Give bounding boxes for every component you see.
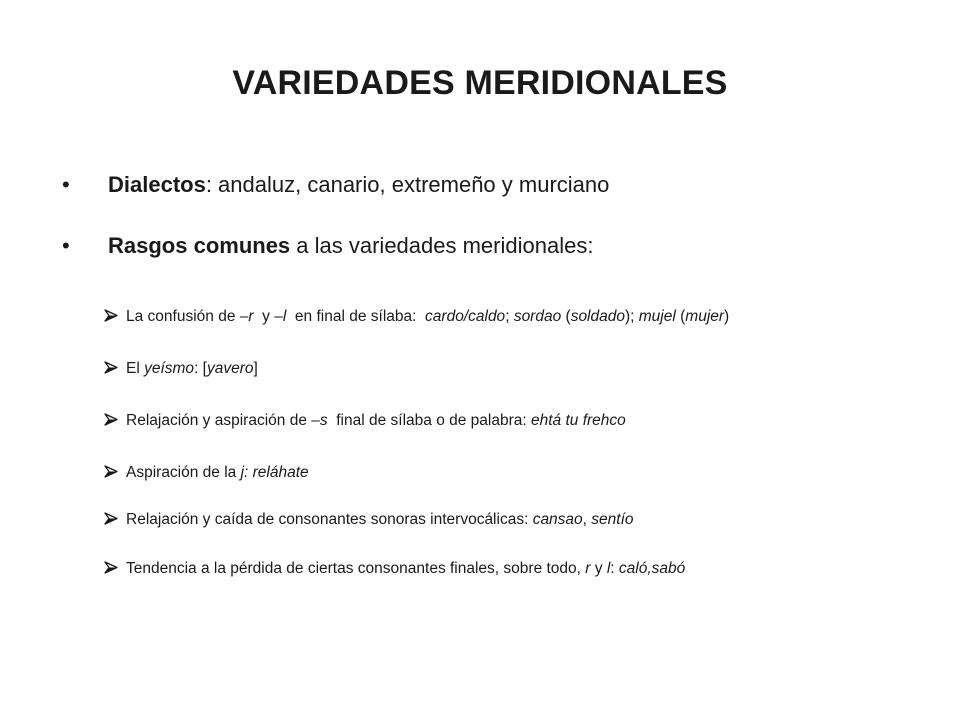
bullet-bold-term: Rasgos comunes: [108, 233, 291, 258]
text-run: (: [561, 308, 571, 325]
sub-item: [104, 412, 934, 430]
sub-item-text: [126, 412, 626, 430]
italic-example: yavero: [206, 360, 254, 377]
text-run: El: [126, 360, 145, 377]
italic-example: cardo/caldo: [425, 308, 506, 325]
bullet-rest: a las variedades meridionales:: [290, 233, 594, 258]
bullet-dot-icon: •: [62, 172, 70, 197]
sub-item: [104, 308, 934, 326]
text-run: Aspiración de la: [126, 464, 241, 481]
italic-example: soldado: [570, 308, 625, 325]
italic-example: –l: [274, 308, 287, 325]
text-run: La confusión de: [126, 308, 240, 325]
text-run: Relajación y caída de consonantes sonoras intervocálicas:: [126, 511, 533, 528]
text-run: : [: [194, 360, 207, 377]
sub-item-text: [126, 511, 634, 529]
text-run: Tendencia a la pérdida de ciertas consonantes finales, sobre todo,: [126, 560, 586, 577]
arrow-bullet-icon: [104, 560, 126, 573]
text-run: ;: [505, 308, 514, 325]
text-run: );: [624, 308, 639, 325]
sub-item-text: [126, 464, 309, 482]
text-run: en final de sílaba:: [286, 308, 426, 325]
bullet-rasgos-comunes: [60, 233, 920, 259]
arrow-bullet-icon: [104, 360, 126, 373]
text-run: final de sílaba o de palabra:: [327, 412, 531, 429]
italic-example: r: [585, 560, 591, 577]
sub-item: [104, 464, 934, 482]
bullet-text: [108, 172, 609, 198]
sub-item-text: [126, 560, 685, 578]
text-run: (: [675, 308, 686, 325]
bullet-dot-icon: •: [62, 233, 70, 258]
sub-item-text: [126, 360, 258, 378]
text-run: ,: [582, 511, 592, 528]
arrow-bullet-icon: [104, 308, 126, 321]
text-run: :: [610, 560, 619, 577]
bullet-text: [108, 233, 593, 259]
italic-example: ehtá tu frehco: [531, 412, 626, 429]
italic-example: mujel: [638, 308, 676, 325]
italic-example: –s: [311, 412, 328, 429]
sub-item: [104, 511, 934, 529]
text-run: ): [724, 308, 730, 325]
italic-example: caló,sabó: [618, 560, 686, 577]
text-run: ]: [253, 360, 258, 377]
text-run: y: [253, 308, 275, 325]
page-title: VARIEDADES MERIDIONALES: [232, 64, 728, 102]
text-run: Relajación y aspiración de: [126, 412, 312, 429]
main-bullet-list: [60, 172, 920, 294]
bullet-rest: : andaluz, canario, extremeño y murciano: [205, 172, 610, 197]
sub-item-text: [126, 308, 729, 326]
arrow-bullet-icon: [104, 511, 126, 524]
italic-example: –r: [239, 308, 254, 325]
italic-example: sentío: [591, 511, 634, 528]
italic-example: yeísmo: [144, 360, 195, 377]
text-run: y: [590, 560, 607, 577]
italic-example: l: [606, 560, 611, 577]
italic-example: cansao: [532, 511, 583, 528]
sub-item: [104, 360, 934, 378]
italic-example: j: reláhate: [240, 464, 309, 481]
bullet-dialectos: [60, 172, 920, 198]
sub-item: [104, 560, 934, 578]
arrow-bullet-icon: [104, 464, 126, 477]
italic-example: mujer: [685, 308, 725, 325]
italic-example: sordao: [513, 308, 562, 325]
bullet-bold-term: Dialectos: [108, 172, 206, 197]
arrow-bullet-icon: [104, 412, 126, 425]
